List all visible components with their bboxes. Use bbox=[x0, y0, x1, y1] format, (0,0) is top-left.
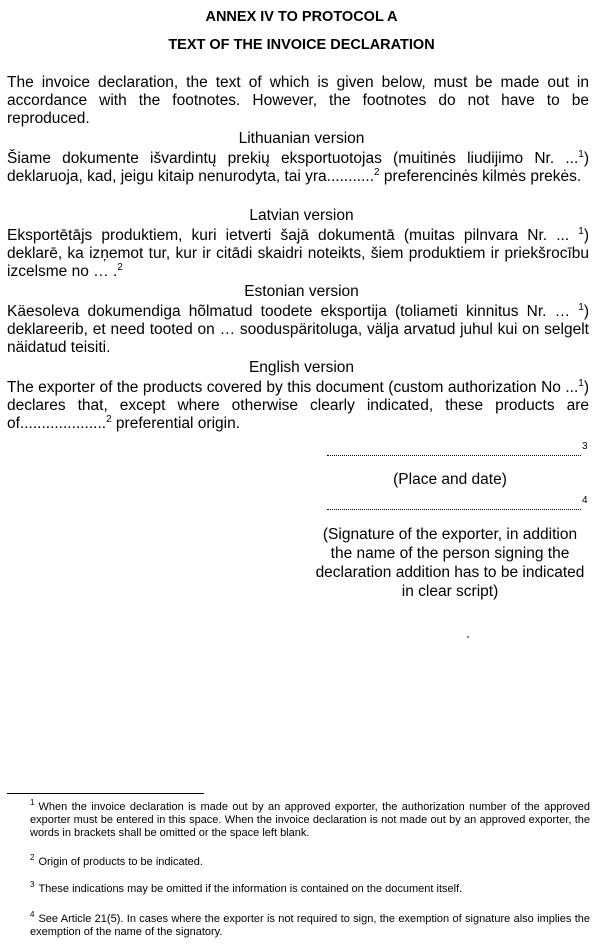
english-declaration-text: The exporter of the products covered by this document (custom authorization No ...$^1$) declares that, except where otherwise clearly indicated, these products are of....................$^2$ preferential origin. bbox=[7, 377, 589, 432]
place-footnote-ref: 3 bbox=[582, 441, 588, 452]
latvian-declaration-text: Eksportētājs produktiem, kuri ietverti šajā dokumentā (muitas pilnvara Nr. ... $^1$) deklarē, ka izņemot tur, kur ir citādi skaidri noteikts, šiem produktiem ir priekšrocību izcelsme no … .$^2$ bbox=[7, 225, 589, 280]
place-date-dotted-line bbox=[327, 455, 581, 456]
footnote-ref: 2 bbox=[374, 166, 380, 178]
latvian-version-heading: Latvian version bbox=[249, 207, 354, 224]
footnote-ref: 2 bbox=[117, 261, 123, 273]
declaration-title: TEXT OF THE INVOICE DECLARATION bbox=[168, 37, 435, 53]
place-date-label: (Place and date) bbox=[393, 471, 507, 488]
footnote-ref: 1 bbox=[578, 377, 584, 389]
footnote-separator bbox=[7, 793, 204, 794]
footnote-ref: 1 bbox=[578, 148, 584, 160]
english-version-heading: English version bbox=[248, 359, 355, 376]
estonian-declaration-text: Käesoleva dokumendiga hõlmatud toodete eksportija (toliameti kinnitus Nr. … $^1$) deklareerib, et need tooted on … sooduspäritoluga, välja arvatud juhul kui on selgelt näidatud teisiti. bbox=[7, 301, 589, 356]
footnote-4: $^4$ See Article 21(5). In cases where the exporter is not required to sign, the exemption of signature also implies the exemption of the name of the signatory. bbox=[30, 910, 590, 938]
intro-paragraph: The invoice declaration, the text of which is given below, must be made out in accordance with the footnotes. However, the footnotes do not have to be reproduced. bbox=[7, 74, 589, 127]
signature-dotted-line bbox=[327, 509, 581, 510]
footnote-2: $^2$ Origin of products to be indicated. bbox=[30, 853, 203, 868]
signature-footnote-ref: 4 bbox=[582, 495, 588, 506]
footnote-1: $^1$ When the invoice declaration is made out by an approved exporter, the authorization number of the approved exporter must be entered in this space. When the invoice declaration is not made out by an approved exporter, the words in brackets shall be omitted or the space left blank. bbox=[30, 798, 590, 839]
signature-label: (Signature of the exporter, in addition the name of the person signing the declaration addition has to be indicated in clear script) bbox=[315, 526, 585, 600]
stray-dot bbox=[467, 636, 469, 638]
lithuanian-declaration-text: Šiame dokumente išvardintų prekių eksportuotojas (muitinės liudijimo Nr. ...$^1$) deklaruoja, kad, jeigu kitaip nenurodyta, tai yra...........$^2$ preferencinės kilmės prekės. bbox=[7, 148, 589, 185]
footnote-3: $^3$ These indications may be omitted if the information is contained on the document itself. bbox=[30, 880, 463, 895]
footnote-ref: 1 bbox=[578, 225, 584, 237]
footnote-ref: 1 bbox=[578, 301, 584, 313]
estonian-version-heading: Estonian version bbox=[244, 283, 359, 300]
annex-title: ANNEX IV TO PROTOCOL A bbox=[205, 9, 398, 25]
footnote-ref: 2 bbox=[106, 413, 112, 425]
lithuanian-version-heading: Lithuanian version bbox=[238, 130, 365, 147]
